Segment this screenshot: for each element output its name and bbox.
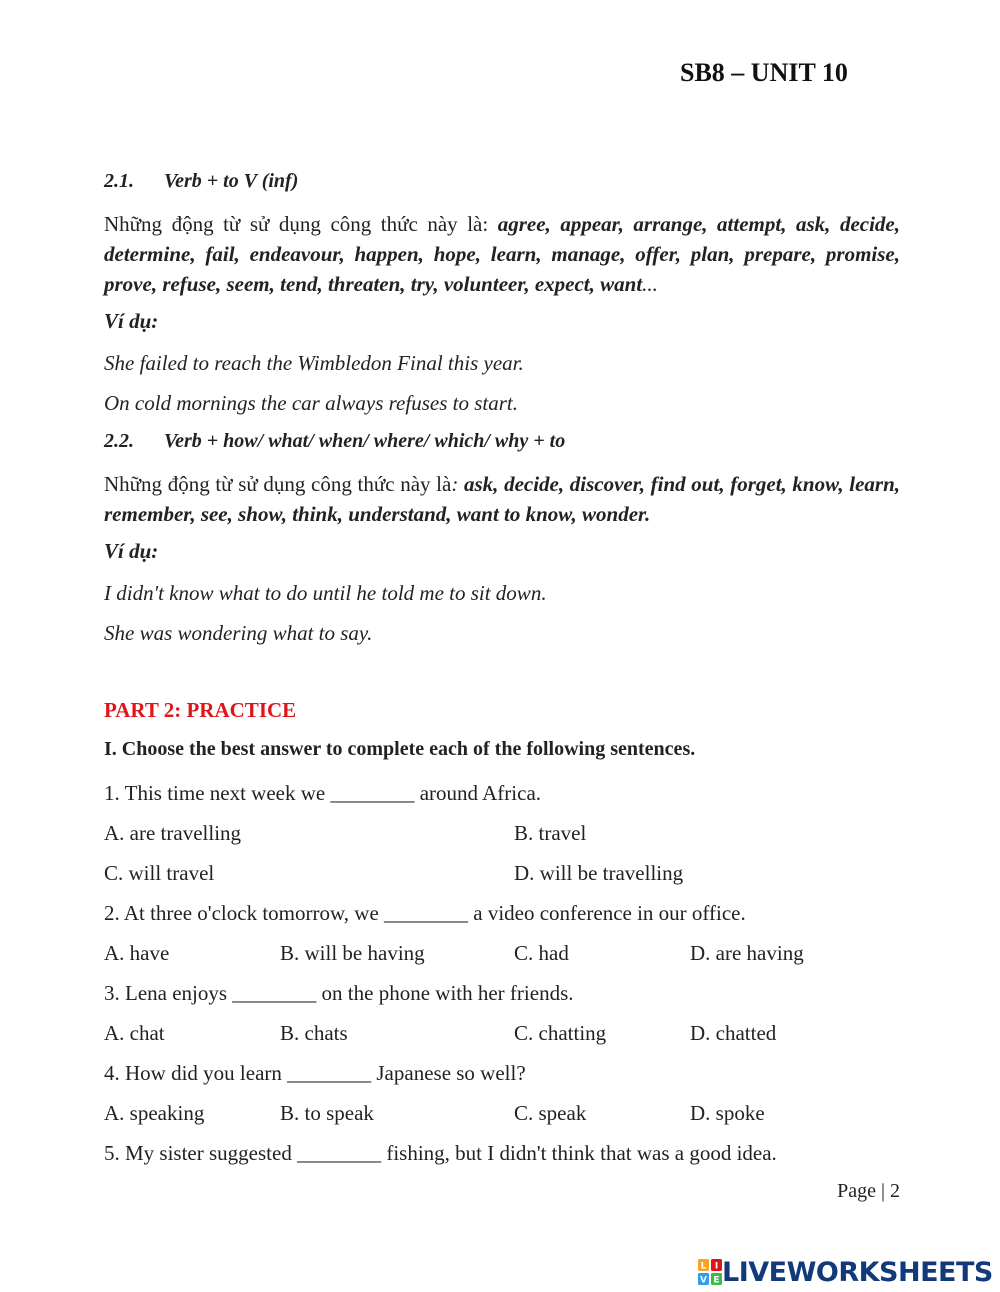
section-2-2-example-label: Ví dụ: — [104, 539, 159, 563]
section-2-1-example-2: On cold mornings the car always refuses to start. — [104, 391, 518, 415]
question-3-option-b[interactable]: B. chats — [280, 1021, 348, 1045]
question-4-option-d[interactable]: D. spoke — [690, 1101, 765, 1125]
section-2-1-heading — [104, 170, 298, 193]
section-2-2-title: Verb + how/ what/ when/ where/ which/ why + to — [164, 430, 566, 452]
section-2-2-intro: Những động từ sử dụng công thức này là — [104, 472, 452, 496]
question-1-option-a[interactable]: A. are travelling — [104, 821, 242, 845]
question-3-option-c[interactable]: C. chatting — [514, 1021, 607, 1045]
liveworksheets-logo-text: LIVEWORKSHEETS — [722, 1256, 993, 1288]
question-1-option-c[interactable]: C. will travel — [104, 861, 215, 885]
question-2-option-b[interactable]: B. will be having — [280, 941, 425, 965]
section-2-1-example-label: Ví dụ: — [104, 309, 159, 333]
section-2-1-example-1: She failed to reach the Wimbledon Final this year. — [104, 351, 524, 375]
question-1-text: 1. This time next week we ________ around Africa. — [104, 781, 542, 805]
practice-instruction: I. Choose the best answer to complete each of the following sentences. — [104, 738, 696, 760]
question-4-text: 4. How did you learn ________ Japanese so well? — [104, 1061, 526, 1085]
section-2-1-number: 2.1. — [104, 170, 134, 192]
question-2-text: 2. At three o'clock tomorrow, we ________ a video conference in our office. — [104, 901, 746, 925]
section-2-1-verb-list: agree, appear, arrange, attempt, ask, decide, determine, fail, endeavour, happen, hope, learn, manage, offer, plan, prepare, promise, prove, refuse, seem, tend, threaten, try, volunteer, expect, want — [104, 212, 900, 296]
page-header-title: SB8 – UNIT 10 — [680, 58, 848, 87]
question-1-option-b[interactable]: B. travel — [514, 821, 587, 845]
svg-text:L: L — [700, 1261, 707, 1272]
section-2-2-example-1: I didn't know what to do until he told me to sit down. — [104, 581, 547, 605]
section-2-1-intro: Những động từ sử dụng công thức này là: — [104, 212, 498, 236]
question-3-text: 3. Lena enjoys ________ on the phone with her friends. — [104, 981, 574, 1005]
section-2-2-paragraph — [104, 469, 900, 529]
svg-text:E: E — [713, 1275, 720, 1285]
liveworksheets-logo-icon — [698, 1259, 722, 1285]
question-4-option-c[interactable]: C. speak — [514, 1101, 587, 1125]
section-2-2-heading — [104, 430, 565, 453]
section-2-1-paragraph — [104, 209, 900, 299]
question-3-option-a[interactable]: A. chat — [104, 1021, 165, 1045]
question-4-option-a[interactable]: A. speaking — [104, 1101, 205, 1125]
section-2-1-title: Verb + to V (inf) — [164, 170, 299, 192]
section-2-2-number: 2.2. — [104, 430, 134, 452]
question-4-option-b[interactable]: B. to speak — [280, 1101, 374, 1125]
question-2-option-d[interactable]: D. are having — [690, 941, 804, 965]
question-3-option-d[interactable]: D. chatted — [690, 1021, 777, 1045]
question-5-text: 5. My sister suggested ________ fishing, but I didn't think that was a good idea. — [104, 1141, 777, 1165]
liveworksheets-logo[interactable] — [698, 1252, 993, 1292]
section-2-1-ellipsis: ... — [642, 272, 658, 296]
section-2-2-verb-list: ask, decide, discover, find out, forget, know, learn, remember, see, show, think, understand, want to know, wonder. — [104, 472, 900, 526]
page-number: Page | 2 — [837, 1180, 900, 1202]
question-1-option-d[interactable]: D. will be travelling — [514, 861, 684, 885]
question-2-option-c[interactable]: C. had — [514, 941, 569, 965]
svg-text:I: I — [714, 1261, 719, 1272]
section-2-2-example-2: She was wondering what to say. — [104, 621, 373, 645]
question-2-option-a[interactable]: A. have — [104, 941, 170, 965]
svg-text:V: V — [700, 1275, 707, 1285]
practice-part-title: PART 2: PRACTICE — [104, 698, 297, 722]
section-2-2-colon: : — [451, 472, 464, 496]
